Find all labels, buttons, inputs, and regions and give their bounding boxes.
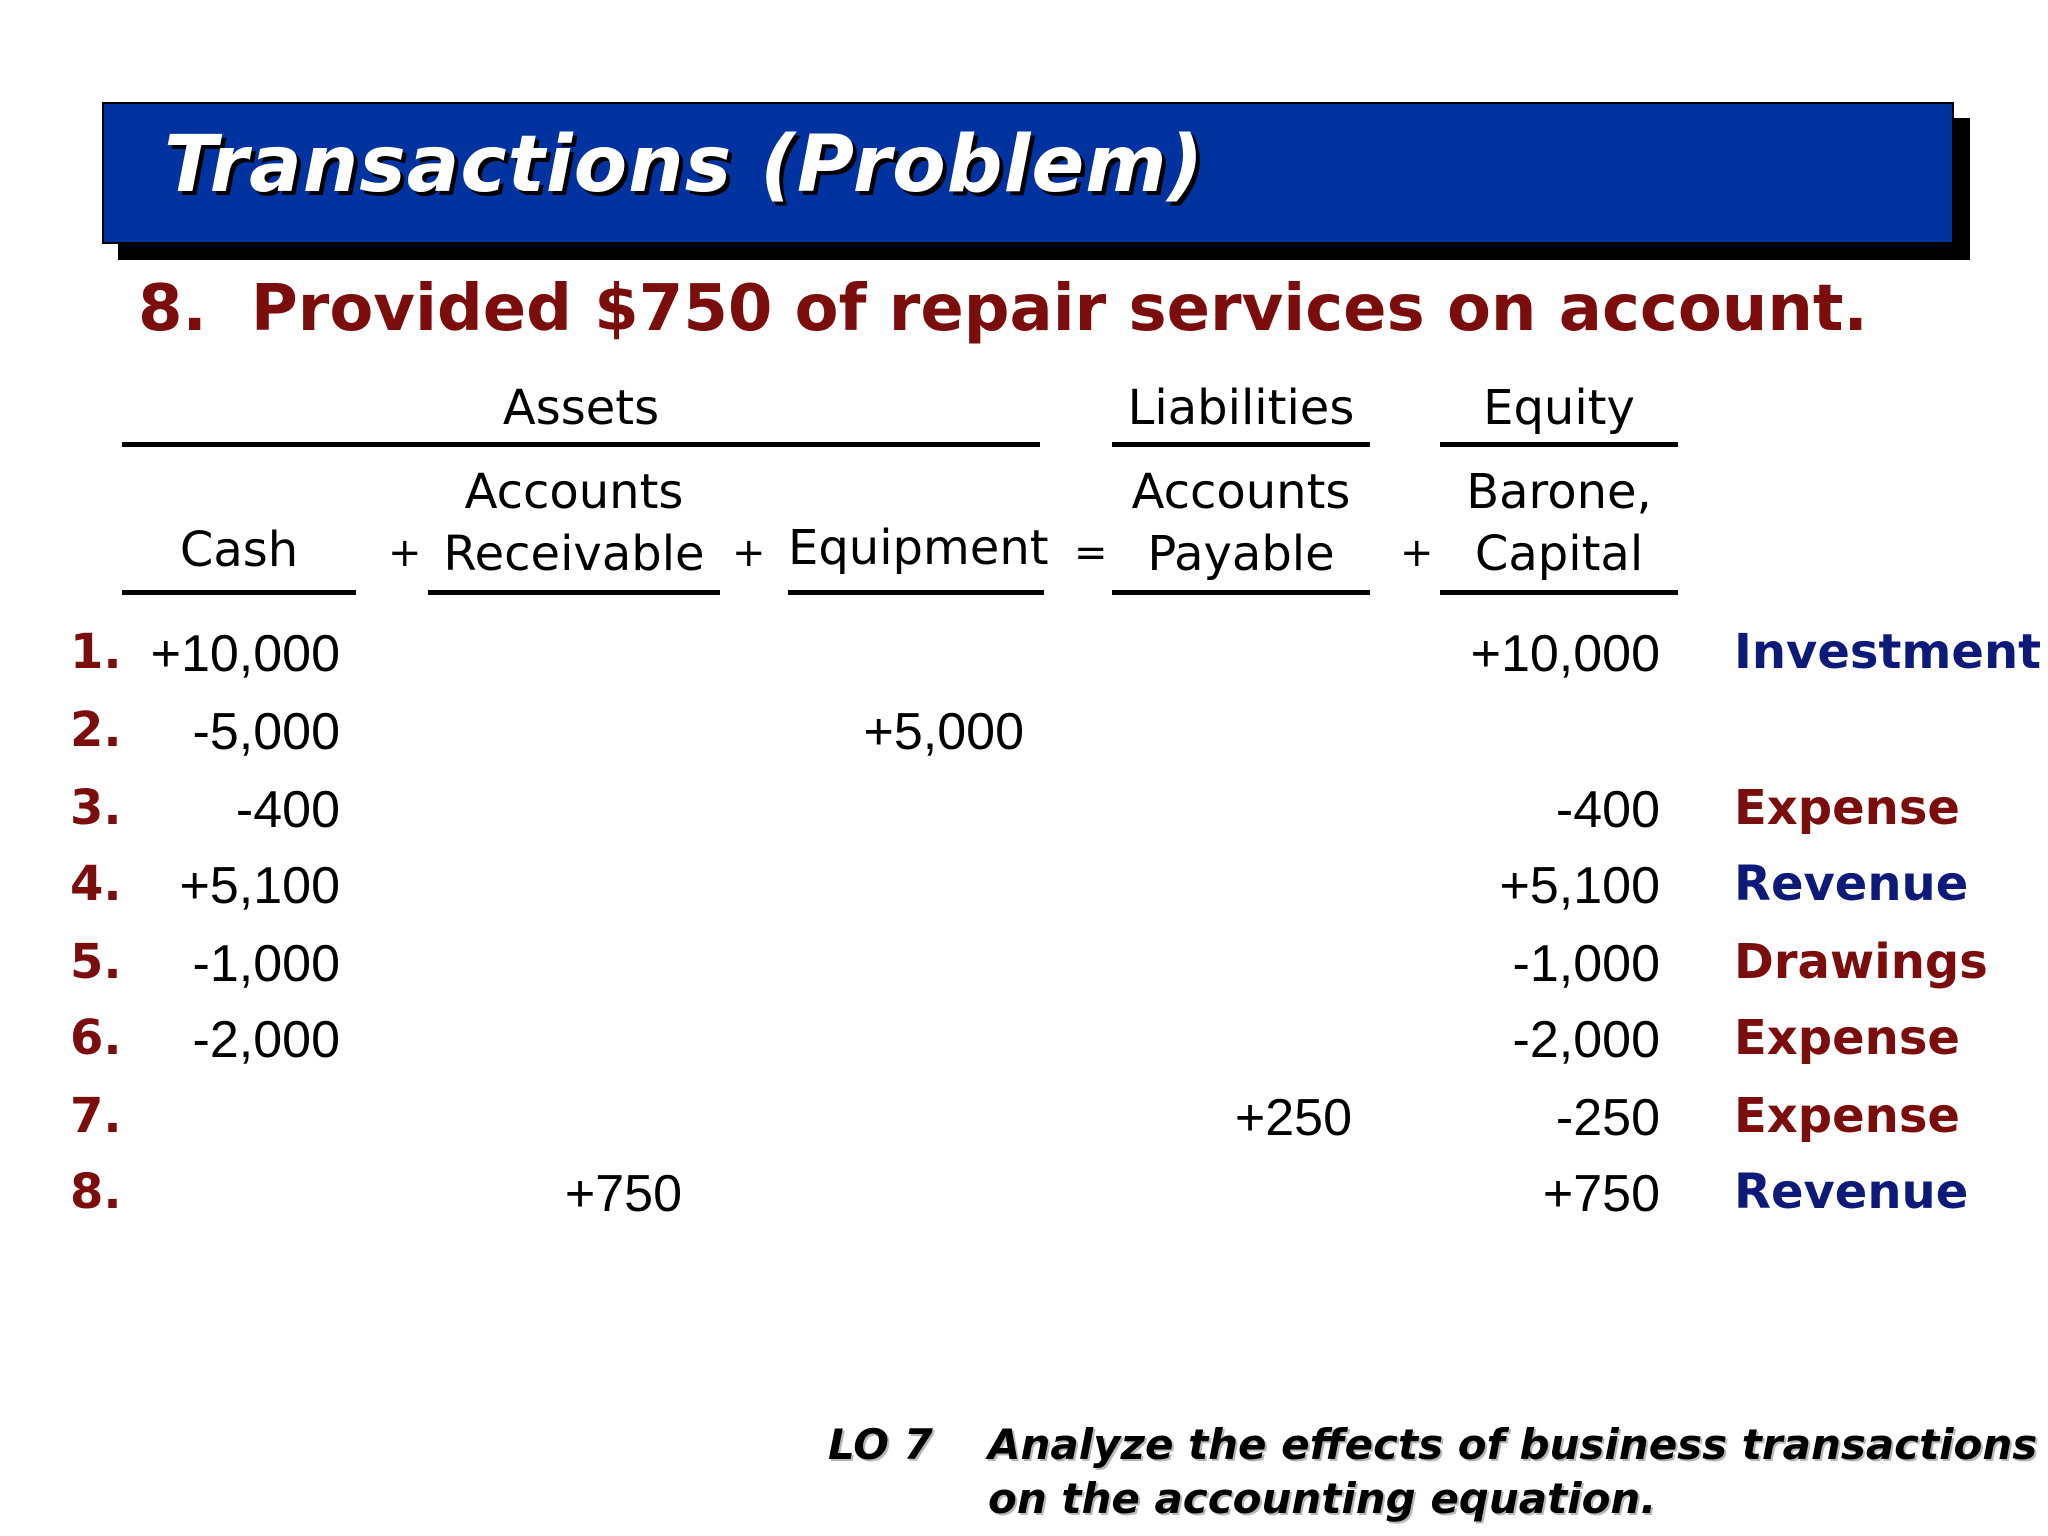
liabilities-header: Liabilities — [1127, 380, 1355, 436]
row-tag: Expense — [1734, 780, 1960, 836]
cash-value: -5,000 — [192, 703, 340, 761]
learning-objective-label: LO 7 — [828, 1420, 933, 1469]
learning-objective-line2: on the accounting equation. — [988, 1474, 1657, 1523]
capital-header-line1: Barone, — [1466, 464, 1652, 520]
ar-header-line1: Accounts — [464, 464, 684, 520]
cash-rule — [122, 590, 356, 595]
ap-value: +250 — [1234, 1089, 1352, 1147]
capital-value: +10,000 — [1470, 625, 1660, 683]
row-number: 7. — [70, 1088, 122, 1144]
transaction-row — [0, 780, 2048, 858]
row-number: 5. — [70, 934, 122, 990]
transaction-row — [0, 624, 2048, 702]
assets-rule — [122, 442, 1040, 447]
slide-title: Transactions (Problem) — [164, 120, 1205, 210]
transaction-text: Provided $750 of repair services on account. — [250, 272, 1868, 346]
ap-rule — [1112, 590, 1370, 595]
capital-rule — [1440, 590, 1678, 595]
transaction-row — [0, 1088, 2048, 1166]
row-tag: Expense — [1734, 1010, 1960, 1066]
plus-operator: + — [732, 530, 766, 576]
capital-value: -400 — [1555, 781, 1660, 839]
ar-value: +750 — [564, 1165, 682, 1223]
transaction-prompt — [138, 272, 1868, 346]
ap-header-line2: Payable — [1147, 526, 1335, 582]
cash-value: +10,000 — [150, 625, 340, 683]
transaction-row — [0, 1010, 2048, 1088]
transaction-row — [0, 702, 2048, 780]
equity-header: Equity — [1483, 380, 1635, 436]
capital-value: -250 — [1555, 1089, 1660, 1147]
transaction-row — [0, 856, 2048, 934]
row-number: 6. — [70, 1010, 122, 1066]
row-tag: Revenue — [1734, 856, 1969, 912]
row-number: 1. — [70, 624, 122, 680]
row-tag: Investment — [1734, 624, 2042, 680]
row-tag: Drawings — [1734, 934, 1988, 990]
row-number: 2. — [70, 702, 122, 758]
capital-value: +750 — [1542, 1165, 1660, 1223]
capital-header-line2: Capital — [1474, 526, 1644, 582]
title-bar — [102, 102, 1954, 244]
capital-value: -2,000 — [1512, 1011, 1660, 1069]
learning-objective-line1: Analyze the effects of business transactions — [988, 1420, 2038, 1469]
ar-rule — [428, 590, 720, 595]
row-number: 8. — [70, 1164, 122, 1220]
capital-value: +5,100 — [1499, 857, 1660, 915]
capital-value: -1,000 — [1512, 935, 1660, 993]
cash-value: -400 — [235, 781, 340, 839]
row-tag: Revenue — [1734, 1164, 1969, 1220]
equity-rule — [1440, 442, 1678, 447]
row-tag: Expense — [1734, 1088, 1960, 1144]
plus-operator: + — [388, 530, 422, 576]
cash-value: -1,000 — [192, 935, 340, 993]
cash-value: +5,100 — [179, 857, 340, 915]
cash-value: -2,000 — [192, 1011, 340, 1069]
transaction-row — [0, 1164, 2048, 1242]
ar-header-line2: Receivable — [443, 526, 705, 582]
transaction-row — [0, 934, 2048, 1012]
row-number: 4. — [70, 856, 122, 912]
row-number: 3. — [70, 780, 122, 836]
equipment-rule — [788, 590, 1044, 595]
equals-operator: = — [1074, 530, 1108, 576]
assets-header: Assets — [502, 380, 660, 436]
liabilities-rule — [1112, 442, 1370, 447]
equipment-header: Equipment — [788, 520, 1049, 576]
plus-operator: + — [1400, 530, 1434, 576]
cash-header: Cash — [179, 522, 299, 578]
ap-header-line1: Accounts — [1131, 464, 1351, 520]
equipment-value: +5,000 — [863, 703, 1024, 761]
transaction-number: 8. — [138, 272, 207, 346]
